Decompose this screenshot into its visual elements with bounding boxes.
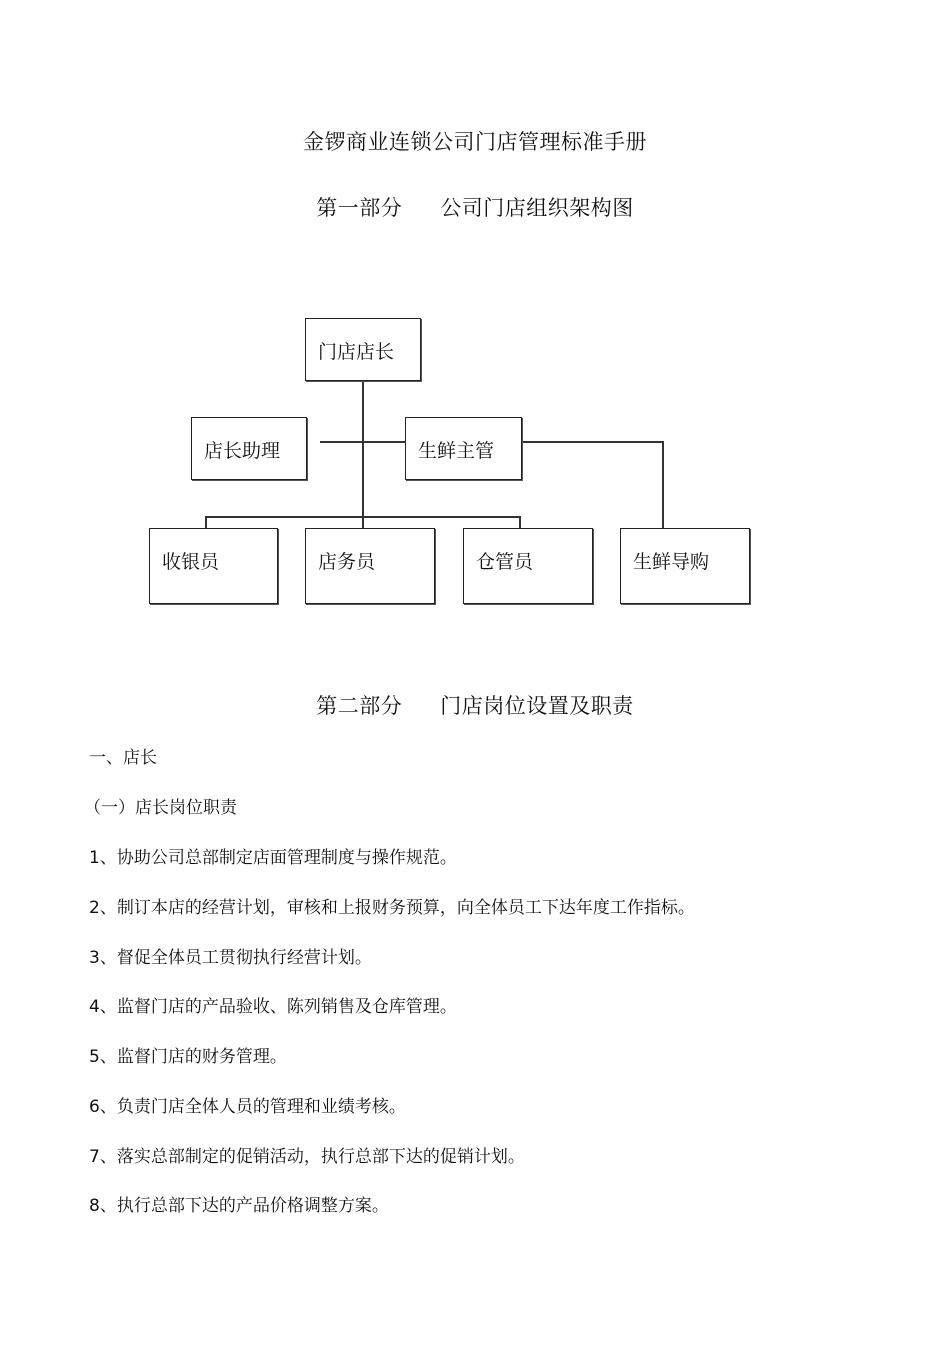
org-node-label: 收银员 <box>162 551 220 573</box>
org-node-store-clerk <box>305 528 435 604</box>
org-node-assistant-manager <box>191 417 307 480</box>
org-node-label: 生鲜导购 <box>633 551 710 573</box>
org-node-label: 仓管员 <box>476 551 534 573</box>
part1-title: 公司门店组织架构图 <box>440 196 634 220</box>
duty-item: 3、督促全体员工贯彻执行经营计划。 <box>89 948 372 968</box>
org-node-label: 门店店长 <box>318 341 395 363</box>
part2-heading <box>0 690 950 720</box>
section-heading: 一、店长 <box>89 748 157 768</box>
connector-middle-horizontal <box>320 441 406 443</box>
part2-label: 第二部分 <box>316 694 403 718</box>
org-node-fresh-supervisor <box>405 417 522 480</box>
duty-item: 2、制订本店的经营计划，审核和上报财务预算，向全体员工下达年度工作指标。 <box>89 898 695 918</box>
org-node-warehouse-keeper <box>463 528 593 604</box>
duty-item: 7、落实总部制定的促销活动，执行总部下达的促销计划。 <box>89 1147 525 1167</box>
org-node-label: 生鲜主管 <box>418 440 495 462</box>
org-node-store-manager <box>305 318 421 381</box>
subsection-heading: （一）店长岗位职责 <box>84 798 237 818</box>
part1-label: 第一部分 <box>316 196 403 220</box>
org-node-label: 店长助理 <box>204 440 281 462</box>
duty-item: 6、负责门店全体人员的管理和业绩考核。 <box>89 1097 406 1117</box>
connector-manager-vertical <box>362 380 364 528</box>
duty-item: 5、监督门店的财务管理。 <box>89 1047 287 1067</box>
duty-item: 4、监督门店的产品验收、陈列销售及仓库管理。 <box>89 997 457 1017</box>
connector-fresh-horizontal <box>521 441 664 443</box>
document-title: 金锣商业连锁公司门店管理标准手册 <box>303 130 647 154</box>
connector-bottom-horizontal <box>205 516 521 518</box>
org-node-label: 店务员 <box>318 551 376 573</box>
org-node-fresh-guide <box>620 528 750 604</box>
part1-heading <box>0 192 950 222</box>
part2-title: 门店岗位设置及职责 <box>440 694 634 718</box>
org-node-cashier <box>149 528 278 604</box>
connector-fresh-vertical <box>662 441 664 529</box>
duty-item: 1、协助公司总部制定店面管理制度与操作规范。 <box>89 848 457 868</box>
duty-item: 8、执行总部下达的产品价格调整方案。 <box>89 1196 389 1216</box>
